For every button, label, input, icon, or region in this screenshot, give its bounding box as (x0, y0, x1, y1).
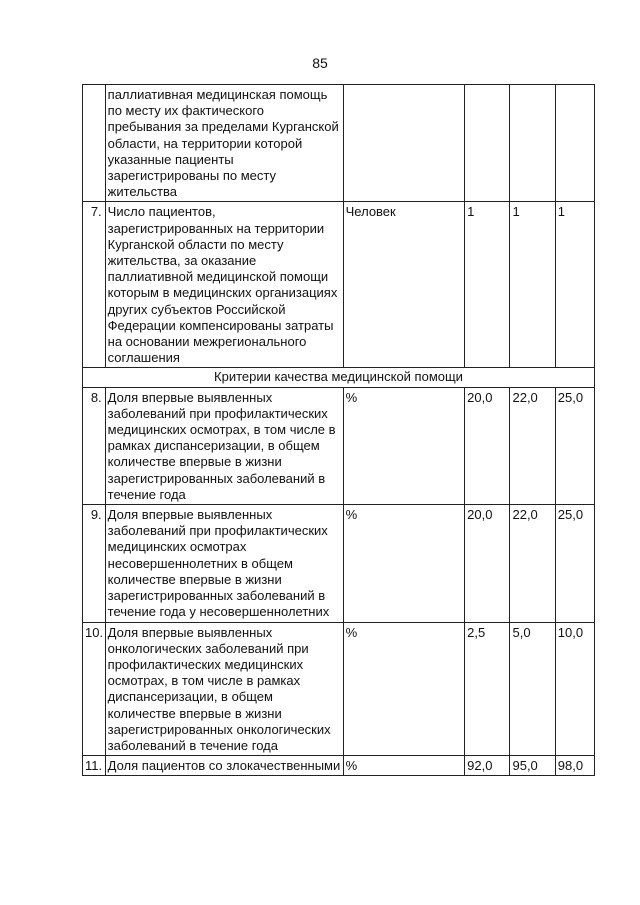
unit-cell: % (343, 505, 465, 622)
unit-cell: % (343, 387, 465, 504)
row-number-cell: 11. (83, 756, 106, 776)
value-year1-cell: 1 (465, 202, 510, 368)
table-row (83, 756, 595, 776)
indicator-name-cell: паллиативная медицинская помощь по месту их фактического пребывания за пределами Курганской области, на территории которой указанные пациенты зарегистрированы по месту жительства (105, 85, 343, 202)
row-number-cell: 10. (83, 622, 106, 756)
value-year1-cell: 2,5 (465, 622, 510, 756)
unit-cell: % (343, 756, 465, 776)
table-row (83, 202, 595, 368)
indicator-name-cell: Доля пациентов со злокачественными (105, 756, 343, 776)
indicator-name-cell: Доля впервые выявленных онкологических заболеваний при профилактических медицинских осмотрах, в том числе в рамках диспансеризации, в общем количестве впервые в жизни зарегистрированных онкологических заболеваний в течение года (105, 622, 343, 756)
row-number-cell: 7. (83, 202, 106, 368)
table-row (83, 622, 595, 756)
value-year1-cell: 20,0 (465, 387, 510, 504)
value-year1-cell: 20,0 (465, 505, 510, 622)
indicator-name-cell: Число пациентов, зарегистрированных на территории Курганской области по месту жительства, за оказание паллиативной медицинской помощи которым в медицинских организациях других субъектов Российской Федерации компенсированы затраты на основании межрегионального соглашения (105, 202, 343, 368)
value-year1-cell: 92,0 (465, 756, 510, 776)
value-year3-cell: 98,0 (555, 756, 594, 776)
value-year3-cell (555, 85, 594, 202)
unit-cell: Человек (343, 202, 465, 368)
table-row (83, 387, 595, 504)
section-title: Критерии качества медицинской помощи (83, 368, 595, 387)
row-number-cell: 9. (83, 505, 106, 622)
value-year2-cell: 22,0 (510, 387, 555, 504)
criteria-table-body (83, 85, 595, 776)
table-row (83, 505, 595, 622)
unit-cell: % (343, 622, 465, 756)
row-number-cell (83, 85, 106, 202)
value-year2-cell: 1 (510, 202, 555, 368)
value-year1-cell (465, 85, 510, 202)
indicator-name-cell: Доля впервые выявленных заболеваний при профилактических медицинских осмотрах, в том числе в рамках диспансеризации, в общем количестве впервые в жизни зарегистрированных заболеваний в течение года (105, 387, 343, 504)
section-header-row (83, 368, 595, 387)
row-number-cell: 8. (83, 387, 106, 504)
criteria-table (82, 84, 595, 776)
value-year3-cell: 1 (555, 202, 594, 368)
value-year3-cell: 25,0 (555, 387, 594, 504)
value-year2-cell (510, 85, 555, 202)
unit-cell (343, 85, 465, 202)
indicator-name-cell: Доля впервые выявленных заболеваний при профилактических медицинских осмотрах несовершеннолетних в общем количестве впервые в жизни зарегистрированных заболеваний в течение года у несовершеннолетних (105, 505, 343, 622)
value-year2-cell: 5,0 (510, 622, 555, 756)
value-year2-cell: 95,0 (510, 756, 555, 776)
value-year2-cell: 22,0 (510, 505, 555, 622)
value-year3-cell: 10,0 (555, 622, 594, 756)
page-number: 85 (312, 55, 328, 71)
table-row-continuation (83, 85, 595, 202)
value-year3-cell: 25,0 (555, 505, 594, 622)
